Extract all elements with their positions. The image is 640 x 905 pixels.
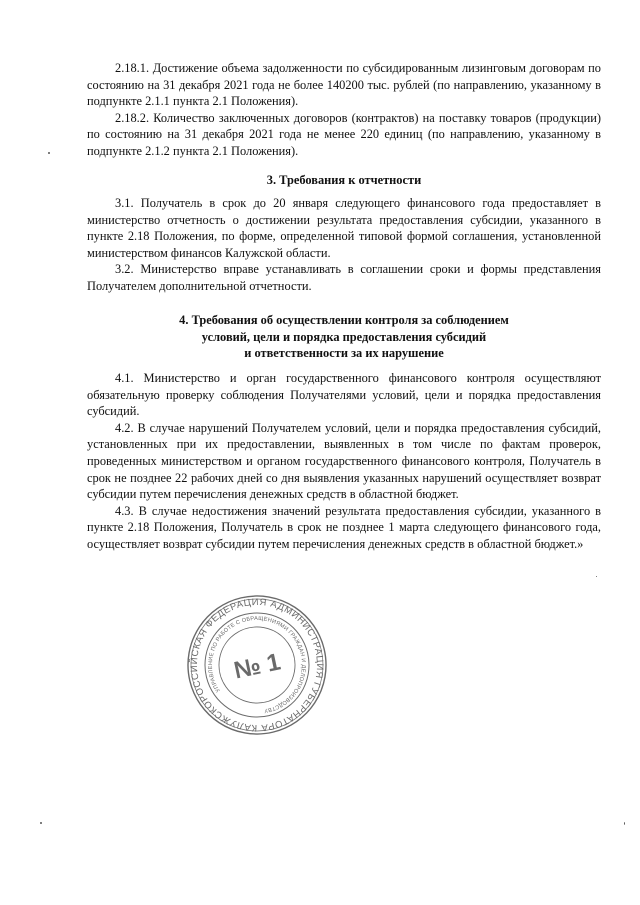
- scan-speck: [596, 576, 597, 577]
- section-4-heading-line-3: и ответственности за их нарушение: [244, 346, 444, 361]
- paragraph-4-3: 4.3. В случае недостижения значений результата предоставления субсидии, указанного в пункте 2.18 Положения, Получатель в срок не позднее 1 марта следующего финансового года, осуществляет возврат субсидии путем перечисления денежных средств в областной бюджет.»: [87, 503, 601, 551]
- seal-number: № 1: [231, 648, 283, 685]
- scan-speck: [40, 822, 42, 824]
- seal-inner-text: УПРАВЛЕНИЕ ПО РАБОТЕ С ОБРАЩЕНИЯМИ ГРАЖДАН И ДЕЛОПРОИЗВОДСТВУ: [207, 615, 307, 714]
- paragraph-2-18-2: 2.18.2. Количество заключенных договоров (контрактов) на поставку товаров (продукции) по состоянию на 31 декабря 2021 года не менее 220 единиц (по направлению, указанному в подпункте 2.1.2 пункта 2.1 Положения).: [87, 110, 601, 158]
- paragraph-2-18-1: 2.18.1. Достижение объема задолженности по субсидированным лизинговым договорам по состоянию на 31 декабря 2021 года не более 140200 тыс. рублей (по направлению, указанному в подпункте 2.1.1 пункта 2.1 Положения).: [87, 61, 601, 109]
- paragraph-3-2: 3.2. Министерство вправе устанавливать в соглашении сроки и формы представления Получателем дополнительной отчетности.: [87, 262, 601, 293]
- seal-outer-text: РОССИЙСКАЯ ФЕДЕРАЦИЯ АДМИНИСТРАЦИЯ ГУБЕРНАТОРА КАЛУЖСКОЙ: [188, 596, 326, 734]
- section-4-body: [87, 370, 601, 553]
- scan-speck: [48, 152, 50, 154]
- paragraph-4-1: 4.1. Министерство и орган государственного финансового контроля осуществляют обязательную проверку соблюдения Получателями условий, цели и порядка предоставления субсидий.: [87, 371, 601, 419]
- section-3-body: [87, 195, 601, 295]
- paragraph-4-2: 4.2. В случае нарушений Получателем условий, цели и порядка предоставления субсидий, установленных при их предоставлении, выявленных в том числе по фактам проверок, проведенных министерством и органом государственного финансового контроля, Получатель в срок не позднее 22 рабочих дней со дня выявления указанных нарушений осуществляет возврат субсидии путем перечисления денежных средств в областной бюджет.: [87, 420, 601, 502]
- section-4-heading: [87, 312, 601, 362]
- section-2-tail: [87, 60, 601, 160]
- scan-speck: [624, 822, 625, 825]
- official-seal-stamp: [186, 594, 328, 736]
- section-4-heading-line-1: 4. Требования об осуществлении контроля за соблюдением: [179, 313, 509, 327]
- section-4-heading-line-2: условий, цели и порядка предоставления субсидий: [201, 329, 487, 344]
- section-3-heading: 3. Требования к отчетности: [266, 173, 422, 187]
- paragraph-3-1: 3.1. Получатель в срок до 20 января следующего финансового года предоставляет в министерство отчетность о достижении результата предоставления субсидии, указанного в пункте 2.18 Положения, по форме, определенной типовой формой соглашения, установленной министерством финансов Калужской области.: [87, 196, 601, 260]
